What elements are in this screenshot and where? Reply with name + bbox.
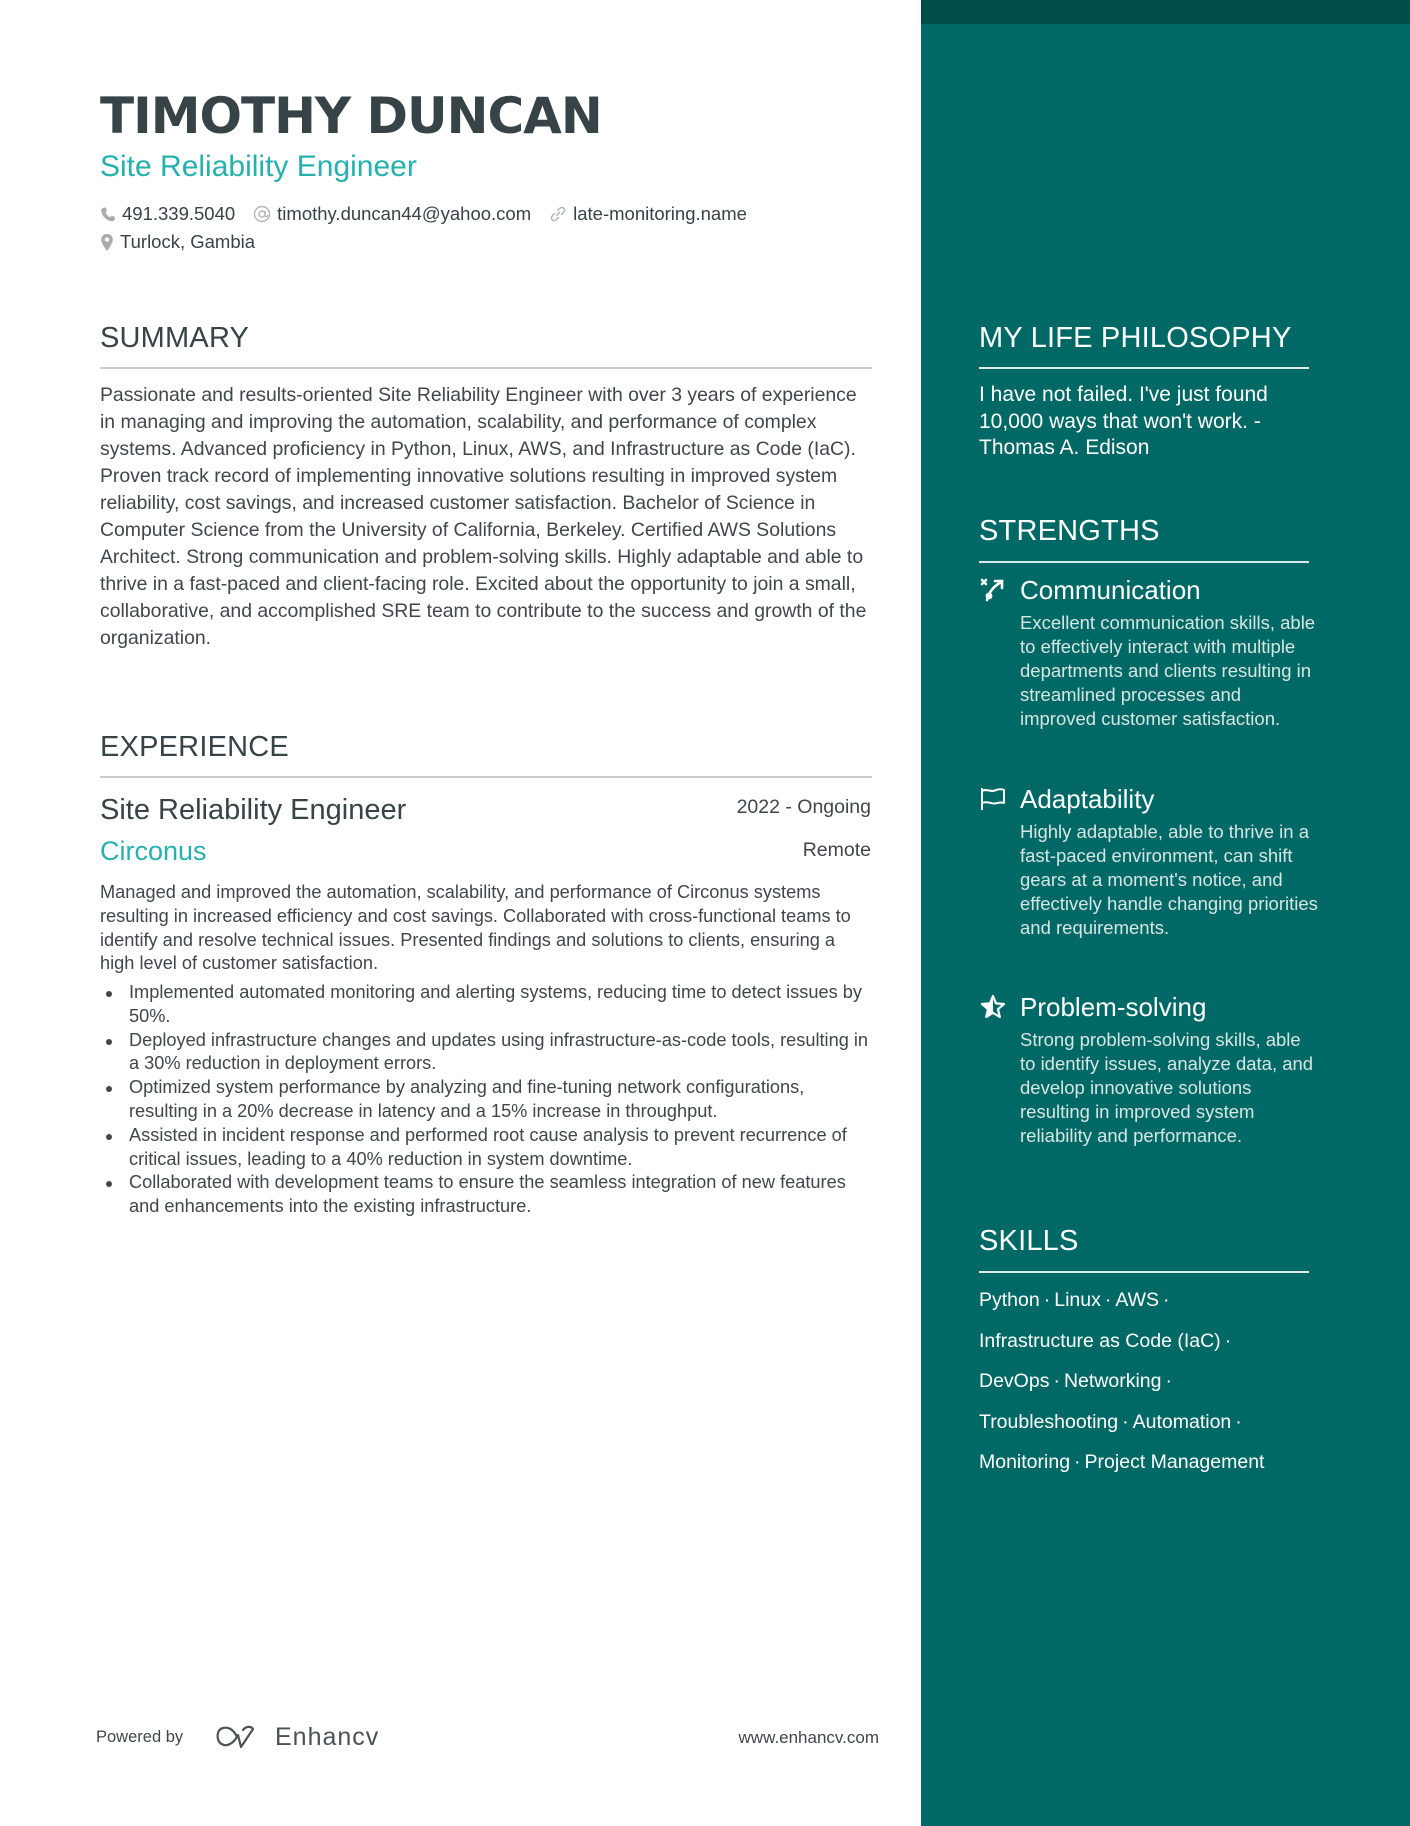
- skills-heading: SKILLS: [979, 1225, 1079, 1257]
- phone-text[interactable]: 491.339.5040: [122, 203, 236, 224]
- summary-text: Passionate and results-oriented Site Reliability Engineer with over 3 years of experience in managing and improving the automation, scalability, and performance of complex systems. Advanced proficiency in Python, Linux, AWS, and Infrastructure as Code (IaC). Proven track record of implementing innovative solutions resulting in improved system reliability, cost savings, and increased customer satisfaction. Bachelor of Science in Computer Science from the University of California, Berkeley. Certified AWS Solutions Architect. Strong communication and problem-solving skills. Highly adaptable and able to thrive in a fast-paced and client-facing role. Excited about the opportunity to join a small, collaborative, and accomplished SRE team to contribute to the success and growth of the organization.: [100, 384, 867, 649]
- strengths-heading: STRENGTHS: [979, 515, 1160, 547]
- achievement-item: Collaborated with development teams to ensure the seamless integration of new features and enhancements into the existing infrastructure.: [100, 1171, 872, 1219]
- strength-item-communication: [979, 575, 1319, 731]
- skill-tag: Python: [979, 1289, 1040, 1311]
- strength-description: Excellent communication skills, able to effectively interact with multiple departments and clients resulting in streamlined processes and improved customer satisfaction.: [1020, 612, 1316, 729]
- skill-tag: Networking: [1063, 1370, 1162, 1392]
- philosophy-quote: I have not failed. I've just found 10,000 ways that won't work. - Thomas A. Edison: [979, 383, 1268, 459]
- enhancv-logo[interactable]: [215, 1723, 379, 1751]
- strengths-divider: [979, 561, 1309, 563]
- sidebar-top-strip: [921, 0, 1410, 24]
- skill-separator: ·: [1235, 1411, 1242, 1433]
- skill-separator: ·: [1074, 1451, 1081, 1473]
- skill-separator: ·: [1122, 1411, 1129, 1433]
- contact-row: [100, 203, 765, 225]
- skill-tag: Automation: [1132, 1411, 1232, 1433]
- footer-powered-by: Powered by: [96, 1728, 184, 1746]
- skills-line: [979, 1288, 1174, 1312]
- contact-email: [253, 203, 531, 225]
- skills-line: [979, 1369, 1176, 1393]
- philosophy-divider: [979, 367, 1309, 369]
- skills-divider: [979, 1271, 1309, 1273]
- enhancv-logo-icon: [215, 1723, 261, 1751]
- skill-separator: ·: [1104, 1289, 1112, 1311]
- link-icon: [549, 205, 567, 223]
- skill-separator: ·: [1163, 1289, 1170, 1311]
- achievement-item: Assisted in incident response and performed root cause analysis to prevent recurrence of critical issues, leading to a 40% reduction in system downtime.: [100, 1124, 872, 1172]
- strength-title: Adaptability: [1020, 784, 1155, 814]
- skills-line: [979, 1450, 1264, 1474]
- summary-heading: SUMMARY: [100, 322, 250, 354]
- candidate-title: Site Reliability Engineer: [100, 150, 417, 183]
- footer-url[interactable]: www.enhancv.com: [738, 1728, 879, 1747]
- candidate-name: TIMOTHY DUNCAN: [100, 87, 602, 145]
- map-pin-icon: [100, 233, 114, 252]
- contact-website: [549, 203, 747, 225]
- skill-separator: ·: [1043, 1289, 1051, 1311]
- strength-item-adaptability: [979, 784, 1319, 940]
- strength-description: Highly adaptable, able to thrive in a fast-paced environment, can shift gears at a moment's notice, and effectively handle changing priorities and requirements.: [1020, 821, 1318, 938]
- achievement-item: Implemented automated monitoring and alerting systems, reducing time to detect issues by 50%.: [100, 981, 872, 1029]
- achievement-item: Optimized system performance by analyzing and fine-tuning network configurations, resulting in a 20% decrease in latency and a 15% increase in throughput.: [100, 1076, 872, 1124]
- location-text: Turlock, Gambia: [120, 231, 256, 252]
- contact-phone: [100, 203, 235, 225]
- strength-item-problem-solving: [979, 992, 1319, 1148]
- skill-tag: AWS: [1115, 1289, 1160, 1311]
- job-achievements: [100, 981, 872, 1219]
- route-icon: [979, 576, 1007, 604]
- phone-icon: [100, 206, 116, 223]
- strength-title: Communication: [1020, 575, 1201, 605]
- philosophy-heading: MY LIFE PHILOSOPHY: [979, 322, 1292, 354]
- skill-tag: Project Management: [1084, 1451, 1265, 1473]
- skill-separator: ·: [1165, 1370, 1172, 1392]
- experience-divider: [100, 776, 872, 778]
- summary-divider: [100, 367, 872, 369]
- skill-tag: Troubleshooting: [979, 1411, 1119, 1433]
- flag-icon: [979, 785, 1007, 813]
- star-half-icon: [979, 993, 1007, 1021]
- achievement-item: Deployed infrastructure changes and updates using infrastructure-as-code tools, resulting in a 30% reduction in deployment errors.: [100, 1029, 872, 1077]
- email-text[interactable]: timothy.duncan44@yahoo.com: [277, 203, 532, 224]
- company-name[interactable]: Circonus: [100, 836, 207, 866]
- job-description: Managed and improved the automation, scalability, and performance of Circonus systems resulting in increased efficiency and cost savings. Collaborated with cross-functional teams to identify and resolve technical issues. Presented findings and solutions to clients, ensuring a high level of customer satisfaction.: [100, 882, 851, 974]
- at-icon: [253, 205, 271, 223]
- website-text[interactable]: late-monitoring.name: [573, 203, 747, 224]
- contact-location: [100, 231, 255, 253]
- skills-line: [979, 1410, 1246, 1434]
- experience-heading: EXPERIENCE: [100, 731, 289, 763]
- strength-description: Strong problem-solving skills, able to identify issues, analyze data, and develop innovative solutions resulting in improved system reliability and performance.: [1020, 1029, 1314, 1146]
- skill-separator: ·: [1053, 1370, 1060, 1392]
- location-row: [100, 231, 273, 253]
- skills-line: [979, 1329, 1235, 1353]
- job-location: Remote: [802, 839, 871, 861]
- job-dates: 2022 - Ongoing: [736, 796, 871, 818]
- strength-title: Problem-solving: [1020, 992, 1207, 1022]
- skill-tag: Linux: [1054, 1289, 1101, 1311]
- skill-tag: Infrastructure as Code (IaC): [979, 1330, 1221, 1352]
- skill-tag: DevOps: [979, 1370, 1050, 1392]
- job-title: Site Reliability Engineer: [100, 794, 407, 826]
- skill-separator: ·: [1224, 1330, 1232, 1352]
- enhancv-logo-text: Enhancv: [275, 1723, 380, 1751]
- skill-tag: Monitoring: [979, 1451, 1071, 1473]
